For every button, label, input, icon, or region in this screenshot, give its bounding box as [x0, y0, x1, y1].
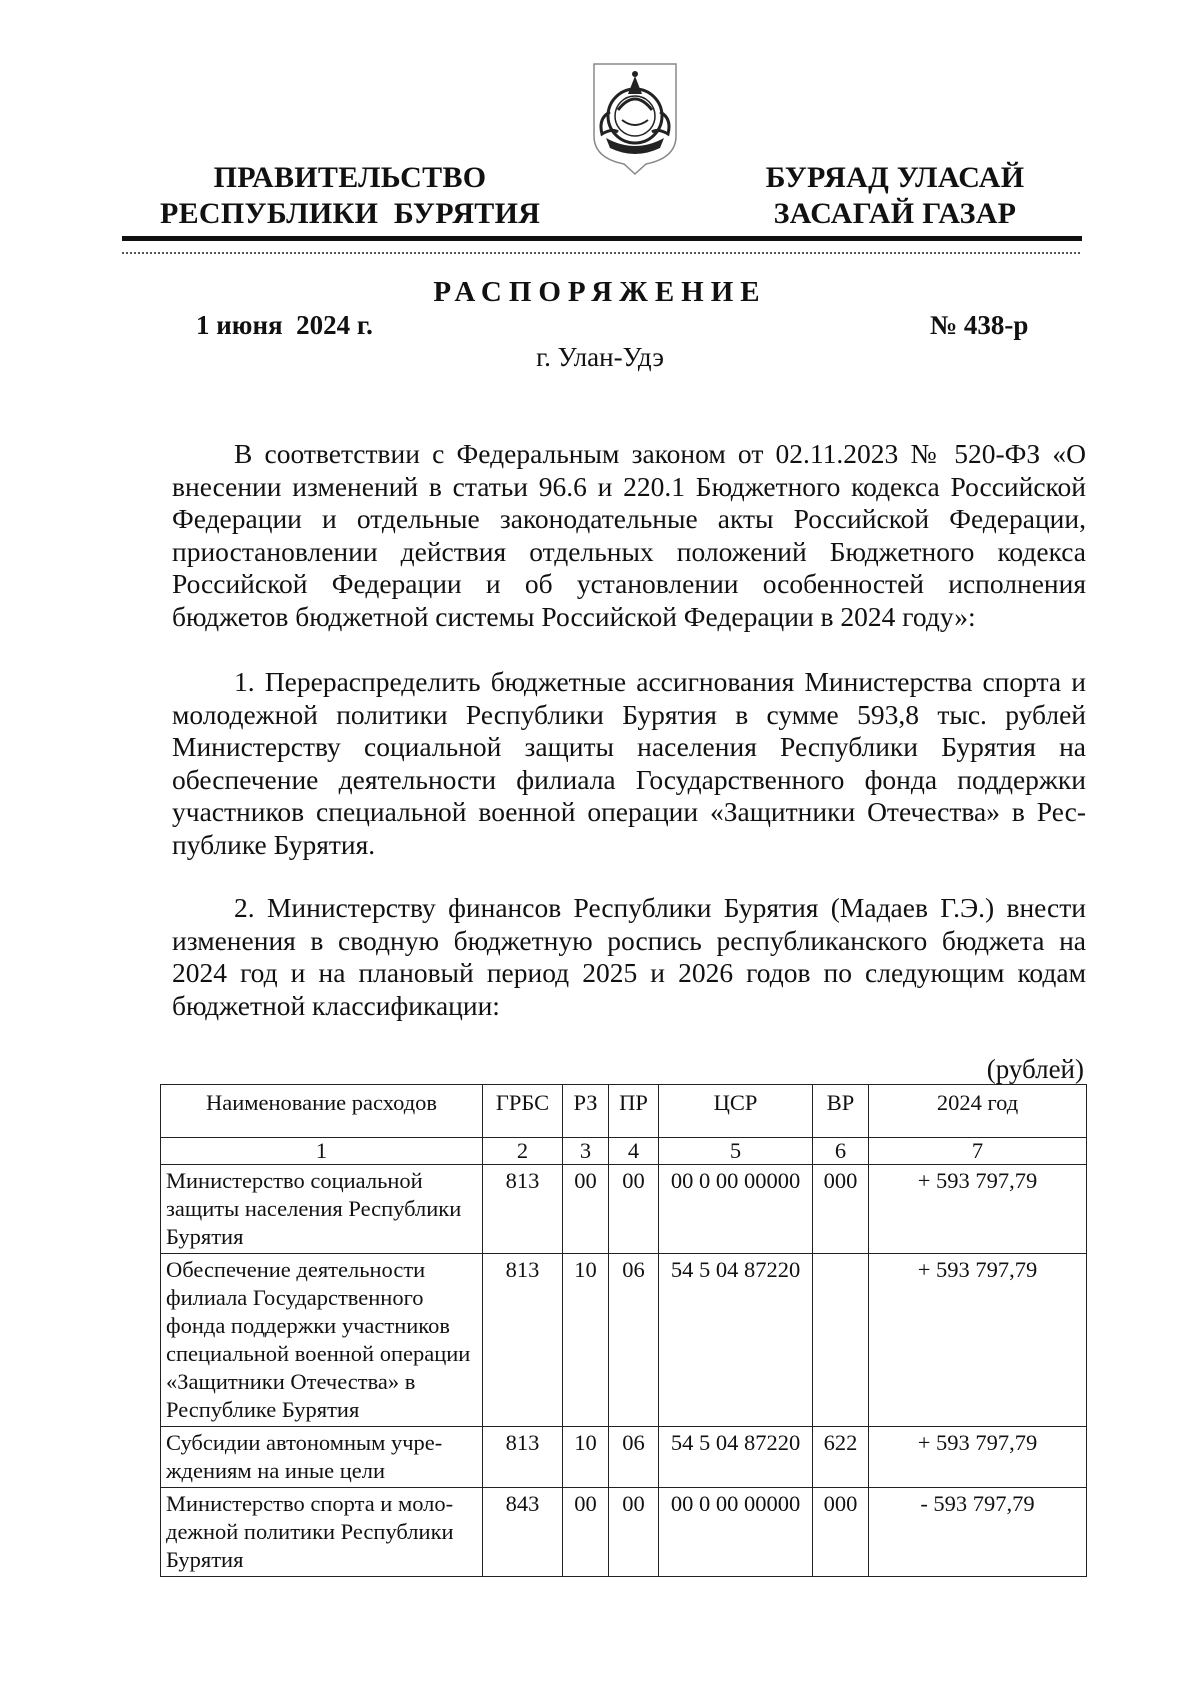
coat-of-arms-icon [588, 58, 682, 178]
table-row [161, 1165, 1087, 1254]
column-number: 1 [161, 1138, 483, 1165]
header-pr: ПР [609, 1085, 659, 1138]
cell-csr: 54 5 04 87220 [659, 1427, 813, 1488]
cell-grbs: 813 [483, 1165, 563, 1254]
cell-pr: 06 [609, 1427, 659, 1488]
cell-amount: + 593 797,79 [869, 1254, 1087, 1427]
header-csr: ЦСР [659, 1085, 813, 1138]
table-row [161, 1488, 1087, 1577]
column-number: 3 [563, 1138, 609, 1165]
cell-vr: 622 [813, 1427, 869, 1488]
header-year-2024: 2024 год [869, 1085, 1087, 1138]
cell-grbs: 813 [483, 1254, 563, 1427]
cell-amount: + 593 797,79 [869, 1165, 1087, 1254]
header-grbs: ГРБС [483, 1085, 563, 1138]
paragraph-item-1: 1. Перераспределить бюджетные ассигнования Министерства спорта и молодежной политики Республики Бурятия в сумме 593,8 тыс. рублей Министерству социальной защиты населения Республики Бурятия на обеспечение деятельности филиала Государственного фонда поддержки участников специальной военной операции «Защитники Отечества» в Республике Бурятия. [172, 666, 1086, 860]
table-header-row [161, 1085, 1087, 1138]
cell-pr: 00 [609, 1488, 659, 1577]
cell-pr: 06 [609, 1254, 659, 1427]
cell-rz: 10 [563, 1254, 609, 1427]
header-left-line1: ПРАВИТЕЛЬСТВО [213, 161, 487, 194]
cell-pr: 00 [609, 1165, 659, 1254]
document-type: РАСПОРЯЖЕНИЕ [433, 276, 767, 308]
cell-grbs: 843 [483, 1488, 563, 1577]
header-divider-thin [122, 252, 1082, 254]
cell-rz: 00 [563, 1488, 609, 1577]
header-right-line2: ЗАСАГАЙ ГАЗАР [773, 197, 1017, 230]
cell-rz: 10 [563, 1427, 609, 1488]
table-row [161, 1427, 1087, 1488]
header-rz: РЗ [563, 1085, 609, 1138]
document-city: г. Улан-Удэ [536, 342, 664, 372]
cell-expense-name: Обеспечение деятельности филиала Государственного фонда поддержки участников специальной военной операции «Защитники Отечества» в Республике Бурятия [161, 1254, 483, 1427]
cell-expense-name: Министерство спорта и молодежной политики Республики Бурятия [161, 1488, 483, 1577]
header-expense-name: Наименование расходов [161, 1085, 483, 1138]
document-date: 1 июня 2024 г. [196, 310, 373, 340]
header-vr: ВР [813, 1085, 869, 1138]
cell-vr: 000 [813, 1165, 869, 1254]
government-name-buryat [730, 160, 1060, 232]
header-divider-thick [122, 236, 1082, 241]
cell-expense-name: Субсидии автономным учреждениям на иные цели [161, 1427, 483, 1488]
document-number: № 438-р [930, 310, 1029, 340]
column-number: 5 [659, 1138, 813, 1165]
cell-amount: - 593 797,79 [869, 1488, 1087, 1577]
cell-grbs: 813 [483, 1427, 563, 1488]
column-number: 6 [813, 1138, 869, 1165]
cell-expense-name: Министерство социальной защиты населения Республики Бурятия [161, 1165, 483, 1254]
cell-vr: 000 [813, 1488, 869, 1577]
column-number: 4 [609, 1138, 659, 1165]
table-row [161, 1254, 1087, 1427]
header-right-line1: БУРЯАД УЛАСАЙ [765, 161, 1025, 194]
cell-csr: 00 0 00 00000 [659, 1165, 813, 1254]
cell-vr [813, 1254, 869, 1427]
cell-amount: + 593 797,79 [869, 1427, 1087, 1488]
paragraph-item-2: 2. Министерству финансов Республики Бурятия (Мадаев Г.Э.) внести изменения в сводную бюджетную роспись республиканского бюджета на 2024 год и на плановый период 2025 и 2026 годов по следующим кодам бюджетной классификации: [172, 892, 1086, 1021]
budget-table [160, 1084, 1087, 1577]
table-column-numbers-row [161, 1138, 1087, 1165]
cell-csr: 54 5 04 87220 [659, 1254, 813, 1427]
cell-csr: 00 0 00 00000 [659, 1488, 813, 1577]
government-name-russian [160, 160, 540, 232]
header-left-line2: РЕСПУБЛИКИ БУРЯТИЯ [160, 197, 541, 230]
column-number: 7 [869, 1138, 1087, 1165]
paragraph-preamble: В соответствии с Федеральным законом от 02.11.2023 № 520-ФЗ «О внесении изменений в статьи 96.6 и 220.1 Бюджетного кодекса Российской Федерации и отдельные законодательные акты Российской Федерации, приостановлении действия отдельных положений Бюджетного кодекса Российской Федерации и об установлении особенностей исполнения бюджетов бюджетной системы Российской Федерации в 2024 году»: [172, 438, 1086, 632]
cell-rz: 00 [563, 1165, 609, 1254]
table-units: (рублей) [986, 1054, 1084, 1084]
column-number: 2 [483, 1138, 563, 1165]
